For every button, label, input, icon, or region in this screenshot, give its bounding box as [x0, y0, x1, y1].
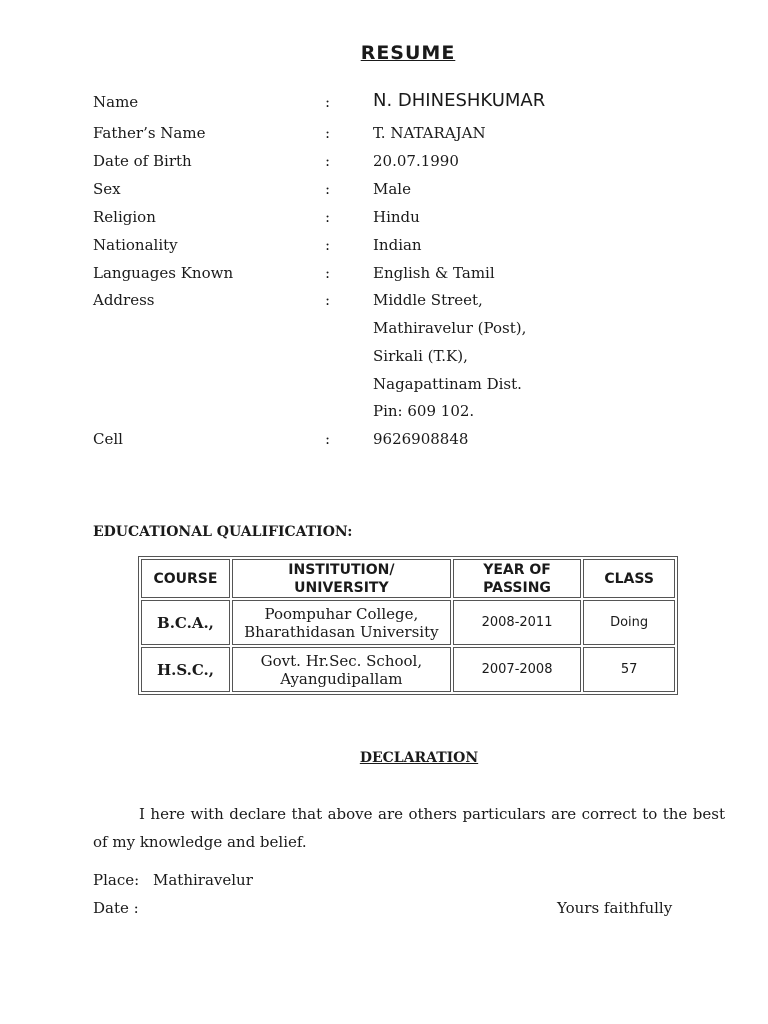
- year-header-line-2: PASSING: [483, 579, 551, 596]
- fathers-name-value: T. NATARAJAN: [373, 124, 486, 142]
- institution-cell: [232, 647, 451, 692]
- institution-line-2: Ayangudipallam: [280, 669, 403, 688]
- nationality-label: Nationality: [93, 236, 178, 254]
- table-row: [141, 600, 675, 645]
- year-cell: 2008-2011: [453, 600, 581, 645]
- dob-label: Date of Birth: [93, 152, 192, 170]
- class-header: CLASS: [583, 559, 675, 598]
- year-header-line-1: YEAR OF: [483, 561, 551, 578]
- name-colon: :: [325, 93, 331, 111]
- address-line-3: Sirkali (T.K),: [373, 347, 468, 365]
- sex-colon: :: [325, 180, 331, 198]
- declaration-text: I here with declare that above are others particulars are correct to the best of my knowledge and belief.: [93, 805, 725, 851]
- institution-line-1: Poompuhar College,: [264, 604, 419, 623]
- education-heading: EDUCATIONAL QUALIFICATION:: [93, 524, 353, 540]
- course-cell: H.S.C.,: [141, 647, 230, 692]
- sex-label: Sex: [93, 180, 121, 198]
- year-header: [453, 559, 581, 598]
- closing-text: Yours faithfully: [557, 899, 673, 917]
- institution-header: [232, 559, 451, 598]
- fathers-name-colon: :: [325, 124, 331, 142]
- year-cell: 2007-2008: [453, 647, 581, 692]
- declaration-heading: DECLARATION: [359, 750, 479, 766]
- religion-value: Hindu: [373, 208, 420, 226]
- resume-title: RESUME: [360, 42, 456, 64]
- table-header-row: [141, 559, 675, 598]
- institution-cell: [232, 600, 451, 645]
- sex-value: Male: [373, 180, 411, 198]
- cell-value: 9626908848: [373, 430, 469, 448]
- table-row: [141, 647, 675, 692]
- course-cell: B.C.A.,: [141, 600, 230, 645]
- cell-colon: :: [325, 430, 331, 448]
- place-label: Place:: [93, 871, 140, 889]
- place-value: Mathiravelur: [153, 871, 253, 889]
- institution-line-2: Bharathidasan University: [244, 622, 439, 641]
- education-table: [138, 556, 678, 695]
- institution-header-line-1: INSTITUTION/: [288, 561, 395, 578]
- date-label: Date :: [93, 899, 139, 917]
- address-line-2: Mathiravelur (Post),: [373, 319, 527, 337]
- languages-colon: :: [325, 264, 331, 282]
- name-value: N. DHINESHKUMAR: [373, 90, 546, 111]
- address-colon: :: [325, 291, 331, 309]
- languages-label: Languages Known: [93, 264, 234, 282]
- address-line-1: Middle Street,: [373, 291, 483, 309]
- name-label: Name: [93, 93, 139, 111]
- fathers-name-label: Father’s Name: [93, 124, 206, 142]
- class-cell: 57: [583, 647, 675, 692]
- religion-colon: :: [325, 208, 331, 226]
- address-line-4: Nagapattinam Dist.: [373, 375, 522, 393]
- cell-label: Cell: [93, 430, 123, 448]
- nationality-value: Indian: [373, 236, 422, 254]
- institution-line-1: Govt. Hr.Sec. School,: [260, 651, 423, 670]
- address-line-5: Pin: 609 102.: [373, 402, 475, 420]
- dob-value: 20.07.1990: [373, 152, 459, 170]
- nationality-colon: :: [325, 236, 331, 254]
- course-header: COURSE: [141, 559, 230, 598]
- institution-header-line-2: UNIVERSITY: [294, 579, 389, 596]
- languages-value: English & Tamil: [373, 264, 495, 282]
- religion-label: Religion: [93, 208, 156, 226]
- class-cell: Doing: [583, 600, 675, 645]
- dob-colon: :: [325, 152, 331, 170]
- address-label: Address: [93, 291, 155, 309]
